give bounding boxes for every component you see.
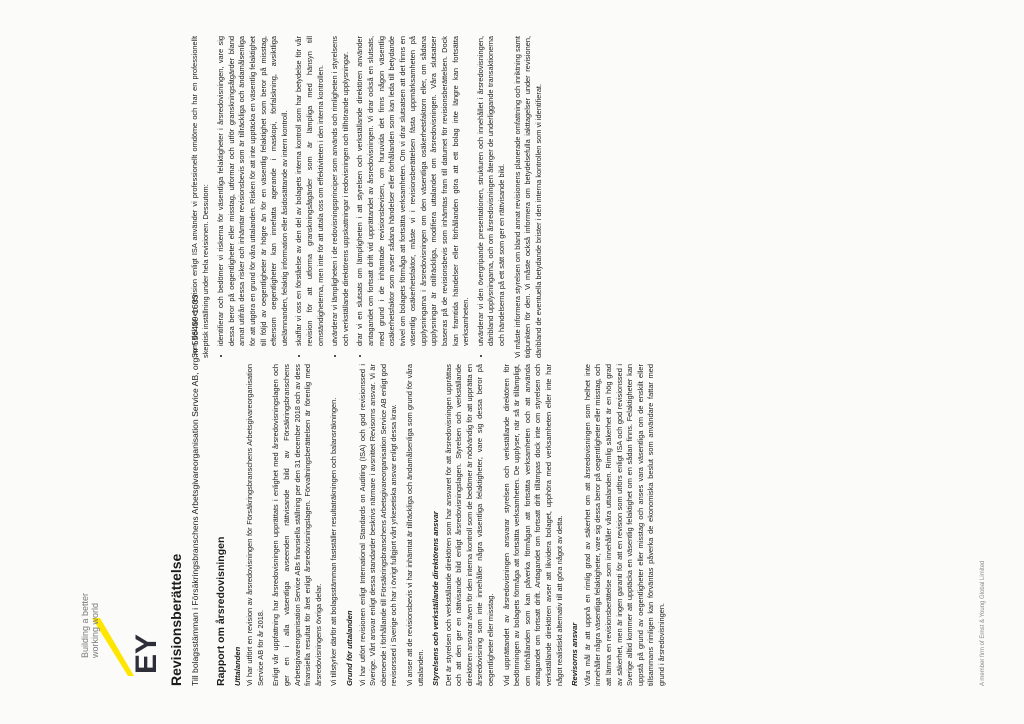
logo-text: EY [130,633,163,674]
bullet-list [216,36,507,358]
list-item: • utvärderar vi den övergripande presentationen, strukturen och innehållet i årsredovisningen, däribland upplysningarna, och om årsredovisningen återger de underliggande transaktionerna och händelserna på ett sätt som ger en rättvisande bild. [476,36,508,346]
paragraph: Vi tillstyrker därför att bolagsstämman fastställer resultaträkningen och balansräkningen. [329,397,339,686]
heading-uttalanden: Uttalanden [232,646,242,686]
heading-styrelse: Styrelsens och verkställande direktörens ansvar [431,511,441,686]
paragraph: Vi måste informera styrelsen om bland annat revisionens planerade omfattning och inriktning samt tidpunkten för den. Vi måste också informera om betydelsefulla iakttagelser under revisionen, däribland de eventuella betydande brister i den interna kontrollen som vi identifierat. [512,36,543,358]
recipient-line: Till bolagsstämman i Försäkringsbranschens Arbetsgivareorganisation Service AB, org.nr 556459-1633 [190,294,200,686]
list-item: • utvärderar vi lämpligheten i de redovisningsprinciper som används och rimligheten i styrelsens och verkställande direktörens uppskattningar i redovisningen och tillhörande upplysningar. [330,36,351,346]
paragraph: Vi har utfört revisionen enligt International Standards on Auditing (ISA) och god revisionssed i Sverige. Vårt ansvar enligt dessa standarder beskrivs närmare i avsnittet Revisorns ansvar. Vi är oberoende i förhållande till Försäkringsbranschens Arbetsgivareorganisation Service AB enligt god revisorssed i Sverige och har i övrigt fullgjort vårt yrkesetiska ansvar enligt dessa krav. [357,364,399,686]
document-title: Revisionsberättelse [168,553,184,686]
footer-note: A member firm of Ernst & Young Global Limited [980,560,986,686]
paragraph: Vid upprättandet av årsredovisningen ansvarar styrelsen och verkställande direktören för bedömningen av bolagets förmåga att fortsätta verksamheten. De upplyser, när så är tillämpligt, om förhållanden som kan påverka förmågan att fortsätta verksamheten och att använda antagandet om fortsatt drift. Antagandet om fortsatt drift tillämpas dock inte om styrelsen och verkställande direktören avser att likvidera bolaget, upphöra med verksamheten eller inte har något realistiskt alternativ till att göra något av detta. [501,364,564,686]
section-heading: Rapport om årsredovisningen [215,536,227,686]
paragraph: Som del av en revision enligt ISA använder vi professionellt omdöme och har en professionellt skeptisk inställning under hela revisionen. Dessutom: [190,36,210,358]
left-column [216,364,673,686]
paragraph: Vi har utfört en revision av årsredovisningen för Försäkringsbranschens Arbetsgivareorganisation Service AB för år 2018. [245,364,265,686]
list-item: • drar vi en slutsats om lämpligheten i att styrelsen och verkställande direktören använder antagandet om fortsatt drift vid upprättandet av årsredovisningen. Vi drar också en slutsats, med grund i de inhämtade revisionsbevisen, om huruvida det finns någon väsentlig osäkerhetsfaktor som avser sådana händelser eller förhållanden som kan leda till betydande tvivel om bolagets förmåga att fortsätta verksamheten. Om vi drar slutsatsen att det finns en väsentlig osäkerhetsfaktor, måste vi i revisionsberättelsen fästa uppmärksamheten på upplysningarna i årsredovisningen om den väsentliga osäkerhetsfaktorn eller, om sådana upplysningar är otillräckliga, modifiera uttalandet om årsredovisningen. Våra slutsatser baseras på de revisionsbevis som inhämtas fram till datumet för revisionsberättelsen. Dock kan framtida händelser eller förhållanden göra att ett bolag inte längre kan fortsätta verksamheten. [355,36,472,346]
right-column [190,36,549,358]
logo-tagline [80,593,100,658]
paragraph: Det är styrelsen och verkställande direktören som har ansvaret för att årsredovisningen upprättas och att den ger en rättvisande bild enligt årsredovisningslagen. Styrelsen och verkställande direktören ansvarar även för den interna kontroll som de bedömer är nödvändig för att upprätta en årsredovisning som inte innehåller några väsentliga felaktigheter, vare sig dessa beror på oegentligheter eller misstag. [443,364,496,686]
paragraph: Våra mål är att uppnå en rimlig grad av säkerhet om att årsredovisningen som helhet inte innehåller några väsentliga felaktigheter, vare sig dessa beror på oegentligheter eller misstag, och att lämna en revisionsberättelse som innehåller våra uttalanden. Rimlig säkerhet är en hög grad av säkerhet, men är ingen garanti för att en revision som utförs enligt ISA och god revisionssed i Sverige alltid kommer att upptäcka en väsentlig felaktighet om en sådan finns. Felaktigheter kan uppstå på grund av oegentligheter eller misstag och anses vara väsentliga om de enskilt eller tillsammans rimligen kan förväntas påverka de ekonomiska beslut som användare fattar med grund i årsredovisningen. [582,364,666,686]
tagline-line-2: working world [90,602,100,658]
heading-revisor: Revisorns ansvar [570,622,580,686]
list-item: • identifierar och bedömer vi riskerna för väsentliga felaktigheter i årsredovisningen, vare sig dessa beror på oegentligheter eller misstag, utformar och utför granskningsåtgärder bland annat utifrån dessa risker och inhämtar revisionsbevis som är tillräckliga och ändamålsenliga för att utgöra en grund för våra uttalanden. Risken för att inte upptäcka en väsentlig felaktighet till följd av oegentligheter är högre än för en väsentlig felaktighet som beror på misstag, eftersom oegentligheter kan innefatta agerande i maskopi, förfalskning, avsiktliga utelämnanden, felaktig information eller åsidosättande av intern kontroll. [216,36,290,346]
paragraph: Vi anser att de revisionsbevis vi har inhämtat är tillräckliga och ändamålsenliga som grund för våra uttalanden. [404,364,425,686]
paragraph: Enligt vår uppfattning har årsredovisningen upprättats i enlighet med årsredovisningslagen och ger en i alla väsentliga avseenden rättvisande bild av Försäkringsbranschens Arbetsgivareorganisation Service ABs finansiella ställning per den 31 december 2018 och av dess finansiella resultat för året enligt årsredovisningslagen. Förvaltningsberättelsen är förenlig med årsredovisningens övriga delar. [271,364,323,686]
tagline-line-1: Building a better [80,592,90,658]
heading-grund: Grund för uttalanden [344,610,354,686]
list-item: • skaffar vi oss en förståelse av den del av bolagets interna kontroll som har betydelse för vår revision för att utforma granskningsåtgärder som är lämpliga med hänsyn till omständigheterna, men inte för att uttala oss om effektiviteten i den interna kontrollen. [294,36,326,346]
